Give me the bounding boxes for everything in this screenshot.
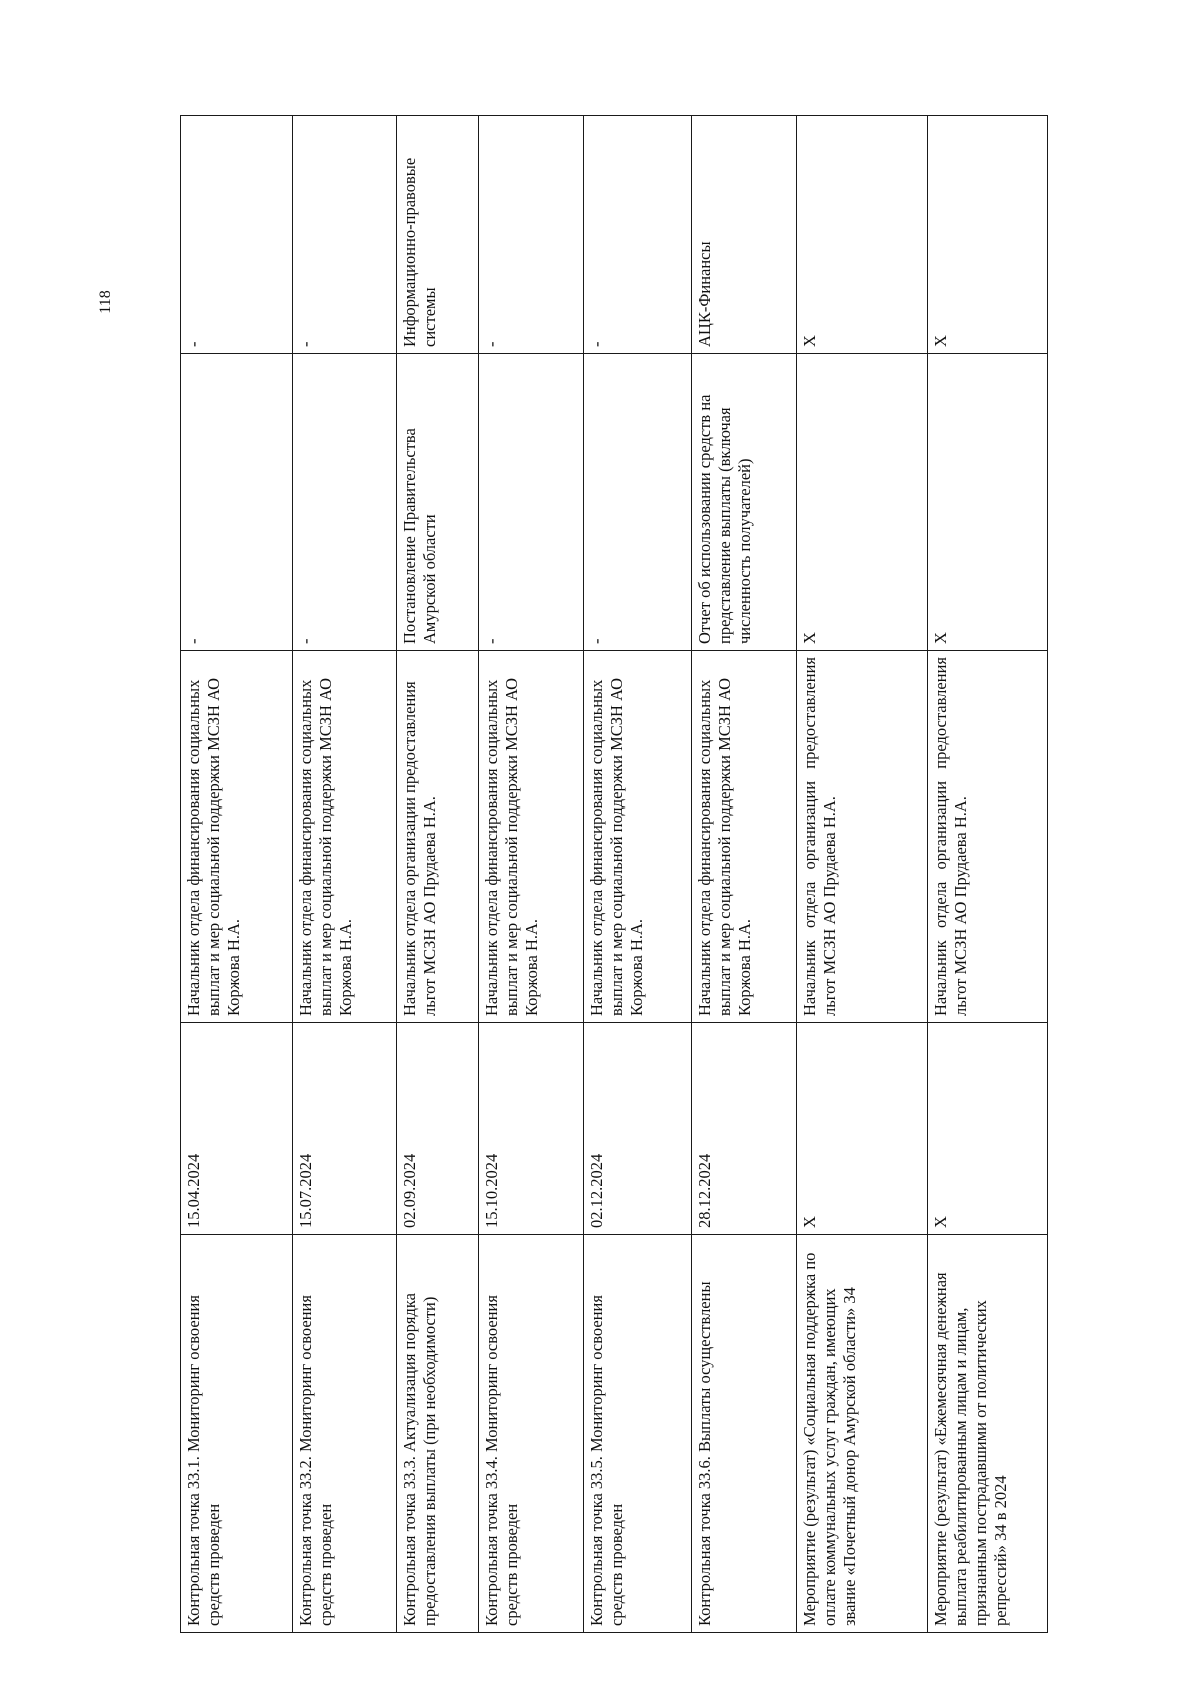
row-system-cell: АЦК-Финансы xyxy=(692,116,797,354)
row-responsible-cell: Начальник отдела организации предоставления льгот МСЗН АО Прудаева Н.А. xyxy=(397,651,479,1023)
table-row xyxy=(397,116,479,1633)
row-document-cell: - xyxy=(181,354,293,651)
row-date-cell: Х xyxy=(928,1023,1048,1235)
row-name-cell: Мероприятие (результат) «Ежемесячная денежная выплата реабилитированным лицам и лицам, признанным пострадавшими от политических репрессий» 34 в 2024 xyxy=(928,1235,1048,1633)
row-document-cell: Х xyxy=(928,354,1048,651)
table-row xyxy=(928,116,1048,1633)
row-name-cell: Контрольная точка 33.6. Выплаты осуществлены xyxy=(692,1235,797,1633)
row-name-cell: Контрольная точка 33.4. Мониторинг освоения средств проведен xyxy=(479,1235,584,1633)
row-date-cell: 15.07.2024 xyxy=(293,1023,397,1235)
row-system-cell: Х xyxy=(797,116,928,354)
row-date-cell: 02.12.2024 xyxy=(584,1023,692,1235)
row-name-cell: Контрольная точка 33.1. Мониторинг освоения средств проведен xyxy=(181,1235,293,1633)
control-points-table xyxy=(180,115,1048,1633)
row-date-cell: Х xyxy=(797,1023,928,1235)
row-system-cell: Х xyxy=(928,116,1048,354)
row-document-cell: Отчет об использовании средств на представление выплаты (включая численность получателей) xyxy=(692,354,797,651)
table-container xyxy=(180,116,1047,1633)
row-responsible-cell: Начальник отдела организации предоставления льгот МСЗН АО Прудаева Н.А. xyxy=(797,651,928,1023)
row-system-cell: - xyxy=(479,116,584,354)
row-document-cell: - xyxy=(293,354,397,651)
row-responsible-cell: Начальник отдела финансирования социальных выплат и мер социальной поддержки МСЗН АО Коржова Н.А. xyxy=(479,651,584,1023)
row-system-cell: - xyxy=(584,116,692,354)
row-responsible-cell: Начальник отдела финансирования социальных выплат и мер социальной поддержки МСЗН АО Коржова Н.А. xyxy=(692,651,797,1023)
row-document-cell: - xyxy=(584,354,692,651)
row-responsible-cell: Начальник отдела финансирования социальных выплат и мер социальной поддержки МСЗН АО Коржова Н.А. xyxy=(293,651,397,1023)
row-name-cell: Контрольная точка 33.3. Актуализация порядка предоставления выплаты (при необходимости) xyxy=(397,1235,479,1633)
row-date-cell: 28.12.2024 xyxy=(692,1023,797,1235)
row-system-cell: Информационно-правовые системы xyxy=(397,116,479,354)
table-row xyxy=(692,116,797,1633)
row-responsible-cell: Начальник отдела организации предоставления льгот МСЗН АО Прудаева Н.А. xyxy=(928,651,1048,1023)
row-name-cell: Контрольная точка 33.5. Мониторинг освоения средств проведен xyxy=(584,1235,692,1633)
table-row xyxy=(797,116,928,1633)
table-row xyxy=(293,116,397,1633)
row-name-cell: Мероприятие (результат) «Социальная поддержка по оплате коммунальных услуг граждан, имеющих звание «Почетный донор Амурской области» 34 xyxy=(797,1235,928,1633)
page-number: 118 xyxy=(97,290,114,314)
row-document-cell: - xyxy=(479,354,584,651)
table-row xyxy=(584,116,692,1633)
row-date-cell: 15.10.2024 xyxy=(479,1023,584,1235)
row-responsible-cell: Начальник отдела финансирования социальных выплат и мер социальной поддержки МСЗН АО Коржова Н.А. xyxy=(584,651,692,1023)
row-date-cell: 15.04.2024 xyxy=(181,1023,293,1235)
table-row xyxy=(181,116,293,1633)
row-system-cell: - xyxy=(293,116,397,354)
row-responsible-cell: Начальник отдела финансирования социальных выплат и мер социальной поддержки МСЗН АО Коржова Н.А. xyxy=(181,651,293,1023)
rotated-table-frame xyxy=(180,116,1047,1633)
row-document-cell: Х xyxy=(797,354,928,651)
row-system-cell: - xyxy=(181,116,293,354)
row-date-cell: 02.09.2024 xyxy=(397,1023,479,1235)
row-name-cell: Контрольная точка 33.2. Мониторинг освоения средств проведен xyxy=(293,1235,397,1633)
row-document-cell: Постановление Правительства Амурской области xyxy=(397,354,479,651)
table-row xyxy=(479,116,584,1633)
